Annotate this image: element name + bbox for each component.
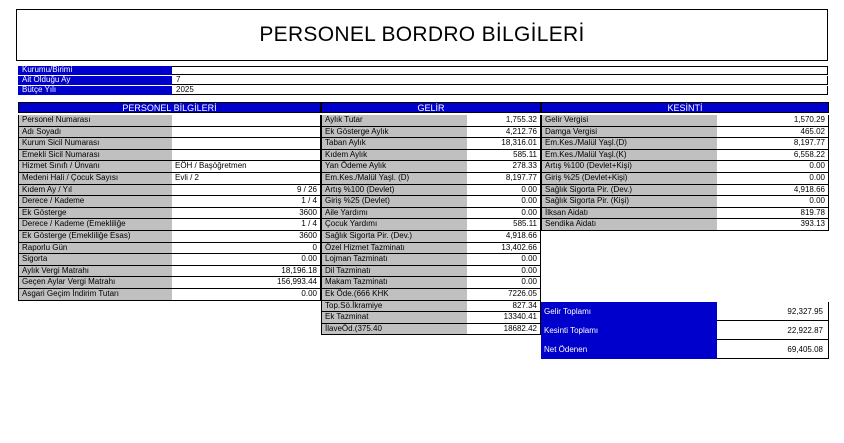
gelir-value: 13340.41 [467, 312, 541, 324]
personel-label: Kıdem Ay / Yıl [18, 185, 172, 197]
kesinti-label: Em.Kes./Malül Yaşl.(D) [541, 138, 717, 150]
total-value: 22,922.87 [717, 321, 829, 340]
personel-value: 3600 [172, 231, 321, 243]
kesinti-value: 0.00 [717, 161, 829, 173]
personel-value: Evli / 2 [172, 173, 321, 185]
kesinti-value: 0.00 [717, 173, 829, 185]
personel-value: 156,993.44 [172, 277, 321, 289]
personel-row [18, 254, 321, 266]
personel-row [18, 277, 321, 289]
gelir-label: Top.Sö.İkramiye [321, 301, 467, 313]
personel-row [18, 138, 321, 150]
personel-row [18, 185, 321, 197]
totals-row [541, 302, 829, 321]
kesinti-value: 8,197.77 [717, 138, 829, 150]
totals-row [541, 340, 829, 359]
kurum-value [172, 66, 828, 75]
gelir-value: 0.00 [467, 196, 541, 208]
personel-value: 0.00 [172, 254, 321, 266]
personel-row [18, 173, 321, 185]
kesinti-label: Sağlık Sigorta Pir. (Dev.) [541, 185, 717, 197]
personel-row [18, 208, 321, 220]
gelir-value: 1,755.32 [467, 115, 541, 127]
personel-label: Raporlu Gün [18, 243, 172, 255]
kurum-label: Kurumu/Birimi [18, 66, 172, 75]
gelir-row [321, 115, 541, 127]
kesinti-value: 6,558.22 [717, 150, 829, 162]
gelir-label: Ek Öde.(666 KHK [321, 289, 467, 301]
gelir-label: Ek Tazminat [321, 312, 467, 324]
kesinti-row [541, 115, 829, 127]
gelir-value: 4,918.66 [467, 231, 541, 243]
kesinti-row [541, 219, 829, 231]
section-gelir-header: GELİR [321, 102, 541, 113]
total-label: Net Ödenen [541, 340, 717, 359]
personel-label: Emekli Sicil Numarası [18, 150, 172, 162]
personel-row [18, 161, 321, 173]
kesinti-row [541, 138, 829, 150]
gelir-value: 4,212.76 [467, 127, 541, 139]
gelir-value: 8,197.77 [467, 173, 541, 185]
gelir-row [321, 231, 541, 243]
kesinti-value: 0.00 [717, 196, 829, 208]
gelir-label: Çocuk Yardımı [321, 219, 467, 231]
gelir-row [321, 312, 541, 324]
gelir-label: Özel Hizmet Tazminatı [321, 243, 467, 255]
kesinti-label: Sendika Aidatı [541, 219, 717, 231]
kesinti-label: İlksan Aidatı [541, 208, 717, 220]
total-value: 69,405.08 [717, 340, 829, 359]
gelir-row [321, 150, 541, 162]
gelir-label: Em.Kes./Malül Yaşl. (D) [321, 173, 467, 185]
gelir-value: 585.11 [467, 219, 541, 231]
personel-label: Adı Soyadı [18, 127, 172, 139]
personel-value: 1 / 4 [172, 219, 321, 231]
personel-label: Ek Gösterge [18, 208, 172, 220]
gelir-label: Ek Gösterge Aylık [321, 127, 467, 139]
gelir-row [321, 289, 541, 301]
personel-value [172, 127, 321, 139]
kesinti-row [541, 196, 829, 208]
personel-row [18, 127, 321, 139]
gelir-label: Aylık Tutar [321, 115, 467, 127]
page-title: PERSONEL BORDRO BİLGİLERİ [16, 9, 828, 61]
personel-row [18, 115, 321, 127]
gelir-value: 0.00 [467, 266, 541, 278]
gelir-row [321, 277, 541, 289]
gelir-label: Dil Tazminatı [321, 266, 467, 278]
total-label: Kesinti Toplamı [541, 321, 717, 340]
personel-value [172, 138, 321, 150]
gelir-row [321, 243, 541, 255]
personel-value: 0 [172, 243, 321, 255]
gelir-label: İlaveÖd.(375.40 [321, 324, 467, 336]
gelir-value: 827.34 [467, 301, 541, 313]
kesinti-row [541, 185, 829, 197]
total-label: Gelir Toplamı [541, 302, 717, 321]
gelir-value: 585.11 [467, 150, 541, 162]
kesinti-label: Damga Vergisi [541, 127, 717, 139]
kesinti-row [541, 127, 829, 139]
gelir-label: Yan Ödeme Aylık [321, 161, 467, 173]
personel-value [172, 115, 321, 127]
kesinti-row [541, 208, 829, 220]
gelir-value: 18682.42 [467, 324, 541, 336]
kesinti-row [541, 150, 829, 162]
kesinti-label: Giriş %25 (Devlet+Kişi) [541, 173, 717, 185]
personel-label: Sigorta [18, 254, 172, 266]
gelir-table [321, 115, 541, 335]
personel-label: Kurum Sicil Numarası [18, 138, 172, 150]
total-value: 92,327.95 [717, 302, 829, 321]
personel-label: Derece / Kademe (Emekliliğe [18, 219, 172, 231]
gelir-value: 278.33 [467, 161, 541, 173]
kesinti-label: Sağlık Sigorta Pir. (Kişi) [541, 196, 717, 208]
yil-label: Bütçe Yılı [18, 86, 172, 95]
kesinti-value: 1,570.29 [717, 115, 829, 127]
gelir-row [321, 219, 541, 231]
personel-label: Hizmet Sınıfı / Ünvanı [18, 161, 172, 173]
personel-row [18, 266, 321, 278]
ay-label: Ait Olduğu Ay [18, 76, 172, 85]
personel-label: Ek Gösterge (Emekliliğe Esas) [18, 231, 172, 243]
gelir-row [321, 196, 541, 208]
kesinti-label: Em.Kes./Malül Yaşl.(K) [541, 150, 717, 162]
personel-value: 1 / 4 [172, 196, 321, 208]
personel-row [18, 219, 321, 231]
personel-value [172, 150, 321, 162]
personel-value: 9 / 26 [172, 185, 321, 197]
personel-row [18, 231, 321, 243]
gelir-label: Lojman Tazminatı [321, 254, 467, 266]
personel-label: Geçen Aylar Vergi Matrahı [18, 277, 172, 289]
personel-table [18, 115, 321, 301]
gelir-label: Sağlık Sigorta Pir. (Dev.) [321, 231, 467, 243]
gelir-row [321, 173, 541, 185]
gelir-row [321, 161, 541, 173]
kesinti-value: 465.02 [717, 127, 829, 139]
personel-value: EÖH / Başöğretmen [172, 161, 321, 173]
gelir-value: 13,402.66 [467, 243, 541, 255]
gelir-value: 7226.05 [467, 289, 541, 301]
personel-label: Medeni Hali / Çocuk Sayısı [18, 173, 172, 185]
gelir-value: 0.00 [467, 277, 541, 289]
personel-row [18, 289, 321, 301]
yil-value: 2025 [172, 86, 828, 95]
personel-label: Derece / Kademe [18, 196, 172, 208]
kesinti-table [541, 115, 829, 231]
personel-label: Asgari Geçim İndirim Tutarı [18, 289, 172, 301]
kesinti-row [541, 173, 829, 185]
kesinti-row [541, 161, 829, 173]
gelir-label: Giriş %25 (Devlet) [321, 196, 467, 208]
personel-value: 18,196.18 [172, 266, 321, 278]
kesinti-value: 393.13 [717, 219, 829, 231]
gelir-row [321, 208, 541, 220]
section-kesinti-header: KESİNTİ [541, 102, 829, 113]
personel-row [18, 196, 321, 208]
personel-value: 0.00 [172, 289, 321, 301]
gelir-label: Aile Yardımı [321, 208, 467, 220]
gelir-label: Makam Tazminatı [321, 277, 467, 289]
gelir-label: Taban Aylık [321, 138, 467, 150]
personel-value: 3600 [172, 208, 321, 220]
totals-row [541, 321, 829, 340]
gelir-row [321, 138, 541, 150]
gelir-row [321, 324, 541, 336]
gelir-row [321, 266, 541, 278]
personel-row [18, 243, 321, 255]
gelir-label: Artış %100 (Devlet) [321, 185, 467, 197]
personel-row [18, 150, 321, 162]
kesinti-value: 819.78 [717, 208, 829, 220]
gelir-row [321, 127, 541, 139]
gelir-label: Kıdem Aylık [321, 150, 467, 162]
gelir-value: 18,316.01 [467, 138, 541, 150]
gelir-row [321, 254, 541, 266]
personel-label: Aylık Vergi Matrahı [18, 266, 172, 278]
kesinti-label: Gelir Vergisi [541, 115, 717, 127]
ay-value: 7 [172, 76, 828, 85]
kesinti-value: 4,918.66 [717, 185, 829, 197]
totals-table [541, 302, 829, 359]
gelir-value: 0.00 [467, 185, 541, 197]
gelir-value: 0.00 [467, 254, 541, 266]
gelir-value: 0.00 [467, 208, 541, 220]
personel-label: Personel Numarası [18, 115, 172, 127]
gelir-row [321, 301, 541, 313]
kesinti-label: Artış %100 (Devlet+Kişi) [541, 161, 717, 173]
section-personel-header: PERSONEL BİLGİLERİ [18, 102, 321, 113]
gelir-row [321, 185, 541, 197]
